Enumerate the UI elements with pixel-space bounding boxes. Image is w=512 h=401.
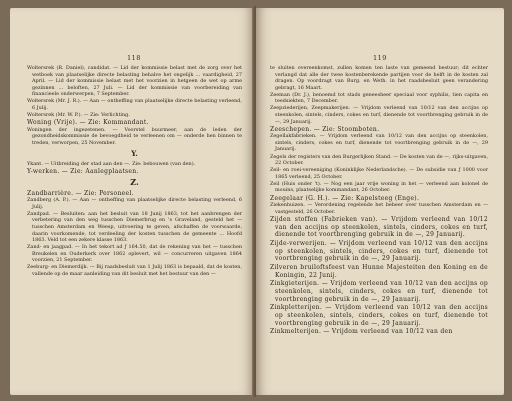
index-entry: Zandberg (A. P.). — Aan — ontheffing van plaatselijke directe belasting verleend, 6 Julij.: [27, 197, 242, 210]
index-column: [270, 65, 488, 336]
index-entry: Zeeman (Dr. J.), benoemd tot stads geneesheer speciaal voor syphilis, tien capita en teedsiekten, 7 December.: [270, 91, 488, 105]
index-entry: Woltersrek (Mr. J. R.). — Aan — ontheffing van plaatselijke directe belasting verleend, 6 Julij.: [27, 98, 242, 111]
index-entry: Ziekenhuizen. — Verordening regelende het beheer over tusschen Amsterdam en — vastgesteld, 26 October.: [270, 202, 488, 215]
index-entry: te sluiten overeenkomst, zullen komen ten laste van gemeend bestuur; dit echter verlangd dat alle der twee kostenberekende partijen voor de helft in de kosten zal dragen. Op voordragt van Burg. en Weth. in het raadsbesluit geen verandering gebragt, 16 Maart.: [270, 65, 488, 91]
entries-y: [27, 161, 242, 175]
index-column: [27, 65, 242, 278]
index-entry: Woltersrek (Mr. W. P.). — Zie: Verlichting.: [27, 112, 130, 119]
section-letter-y: Y.: [131, 149, 138, 159]
index-entry: Zijde-verwerijen. — Vrijdom verleend van 10/12 van den accijns op steenkolen, sintels, cinders, cokes en turf, dienende tot voortbrenging gebruik in de —, 29 Januarij.: [270, 239, 488, 263]
index-entry: Zinkpletterijen. — Vrijdom verleend van 10/12 van den accijns op steenkolen, sintels, cinders, cokes en turf, dienende tot voortbrenging gebruik in de —, 29 Januarij.: [270, 304, 488, 327]
entries-z: [27, 190, 242, 278]
index-entry: Zeeschepen. — Zie: Stoomboten.: [270, 125, 380, 133]
index-entry: Zegellakfabrieken. — Vrijdom verleend van 10/12 van den accijns op steenkolen, sintels, cinders, cokes en turf, dienende tot voortbrenging gebruik in de —, 29 Januarij.: [270, 133, 488, 153]
entries-top: [27, 65, 242, 146]
index-entry: Zeeburg- en Diemerdijk. — Bij raadsbesluit van 1 Julij 1863 is bepaald, dat de kosten, vallende op de maar aanleiding van dit besluit met het bestuur van den —: [27, 264, 242, 278]
index-entry: Zand- en jaagpad. — In het tekort ad ƒ 164.50, dat de rekening van het — tusschen Breukelen en Ouderkerk over 1862 oplevert, wil — concurreren uitgaven 1864 voorzien, 21 September.: [27, 244, 242, 264]
right-page: [256, 8, 504, 395]
index-entry: Zeegelaar (G. H.). — Zie: Kapelsteeg (Enge).: [270, 194, 420, 202]
entries: [270, 65, 488, 336]
page-number: 119: [373, 54, 387, 62]
left-page: [10, 8, 254, 395]
index-entry: Zegels der registers van den Burgerlijken Stand. — De kosten van de —, rijks-uitgaven, 22 October.: [270, 153, 488, 167]
index-entry: Ykant. — Uitbreiding der stad aan den —. Zie: bebouwen (van den).: [27, 160, 196, 167]
index-entry: Woltersrek (R. Daniel), candidat. — Lid der kommissie belast met de zorg over het wetboek van plaatselijke directe belasting behalve het ongelijk ... vaardigheid, 27 April. — Lid der kommissie belast met het voorzien in hetgeen de wet op arme gezinnen ... beloften, 27 Juli. — Lid der kommissie van voorbereiding van financieele onderwerpen, 7 September.: [27, 65, 242, 98]
index-entry: Woningen der ingezetenen. — Voorstel buurmeer, aan de leden der gezondheidskommissie de bevoegdheid te verleenen om — onderde hen binnen te treden, verworpen, 25 November.: [27, 126, 242, 146]
index-entry: Zijden stoffen (Fabrieken van). — Vrijdom verleend van 10/12 van den accijns op steenkolen, sintels, cinders, cokes en turf, dienende tot voortbrenging gebruik in de —, 29 Januarij.: [270, 215, 488, 239]
index-entry: Zeepziederijen, Zeepmakerijen. — Vrijdom verleend van 10/12 van den accijns op steenkolen, sintels, cinders, cokes en turf, dienende tot voortbrenging gebruik in de —, 29 Januarij.: [270, 105, 488, 125]
index-entry: Y-werken. — Zie: Aanlegplaatsen.: [27, 168, 139, 176]
page-number: 118: [127, 54, 141, 62]
index-entry: Zeil- en roei-vereeniging (Koninklijke Nederlandsche). — De subsidie van ƒ 1000 voor 1865 verleend, 25 October.: [270, 167, 488, 180]
index-entry: Zinkmelterijen. — Vrijdom verleend van 10/12 van den: [270, 328, 453, 335]
section-letter-z: Z.: [130, 177, 139, 188]
index-entry: Zeil (Huis onder 't). — Nog een jaar vrije woning in het — verleend aan kolonel de mouins, plaatselijke kommandant, 26 October.: [270, 180, 488, 194]
index-entry: Zandpad. — Besluiten: aan het besluit van 18 Junij 1863, tot het aanbrengen der verbetering van den weg tusschen Diemerbrug en 's Graveland, gesteld het — tusschen Amsterdam en Weesp, uitvoering te geven, afschaffen de voorwaarde, daarin voorkomende, tot verdeeling der kosten tusschen de gemeente ... Hoofd 1863. Veld tot een zekere klasse 1863.: [27, 210, 242, 244]
index-entry: Woning (Vrije). — Zie: Kommandant.: [27, 119, 149, 127]
index-entry: Zilveren bruiloftsfeest van Hunne Majesteiten den Koning en de Koningin, 22 Junij.: [270, 263, 488, 279]
index-entry: Zinkgieterijen. — Vrijdom verleend van 10/12 van den accijns op steenkolen, sintels, cinders, cokes en turf, dienende tot voortbrenging gebruik in de —, 29 Januarij.: [270, 280, 488, 303]
index-entry: Zandbarrière. — Zie: Personeel.: [27, 189, 134, 197]
